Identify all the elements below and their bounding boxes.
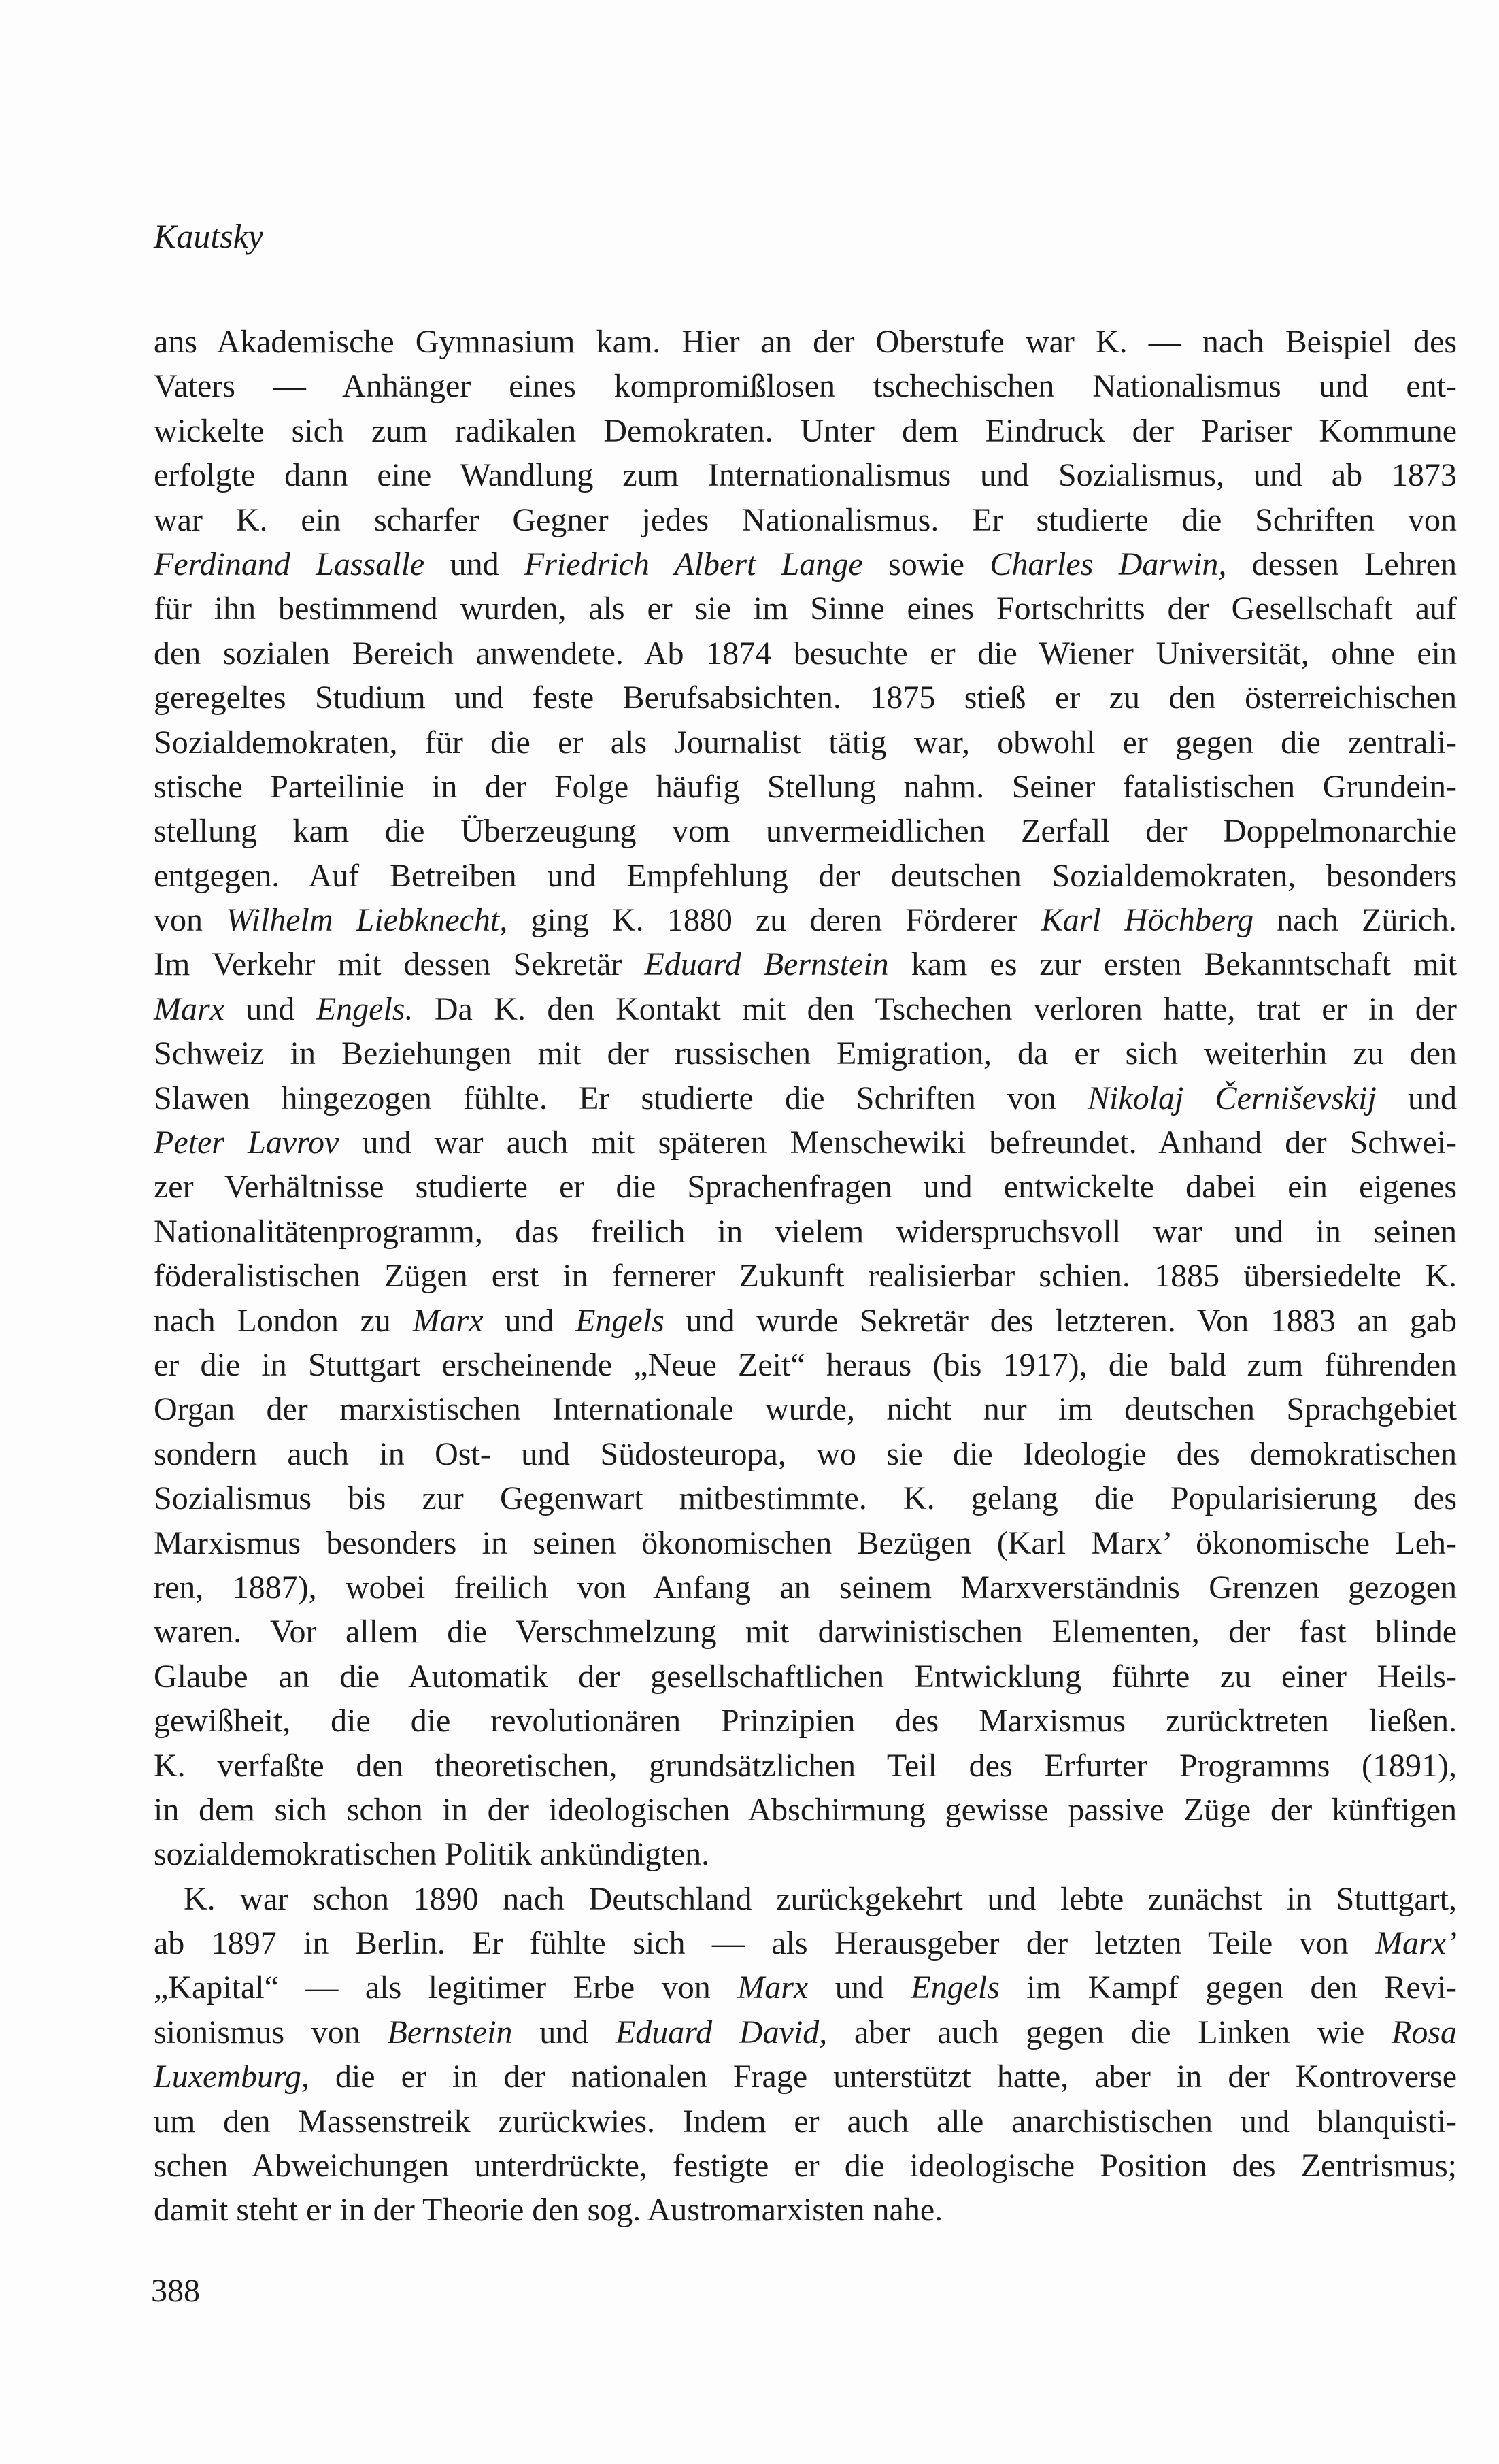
italic-name: Engels. [316,990,414,1027]
text-run: K. war schon 1890 nach Deutschland zurückgekehrt und lebte zunächst in Stuttgart, [184,1880,1457,1917]
text-run: gewißheit, die die revolutionären Prinzipien des Marxismus zurücktreten ließen. [154,1703,1457,1739]
italic-name: Friedrich Albert Lange [524,546,863,582]
text-run: K. verfaßte den theoretischen, grundsätzlichen Teil des Erfurter Programms (1891), [154,1747,1457,1784]
text-line [154,1921,1457,1965]
text-run: kam es zur ersten Bekanntschaft mit [888,946,1457,983]
italic-name: Marx [412,1302,484,1339]
text-run: sowie [862,546,990,582]
italic-name: Bernstein [387,2014,513,2050]
text-run: die er in der nationalen Frage unterstützt hatte, aber in der Kontroverse [309,2059,1457,2095]
text-run: von [154,902,226,939]
italic-name: Engels [575,1302,664,1339]
text-line [154,1387,1457,1431]
text-run: sionismus von [154,2014,388,2050]
italic-name: Karl Höchberg [1041,902,1254,939]
text-run: entgegen. Auf Betreiben und Empfehlung der deutschen Sozialdemokraten, besonders [154,857,1457,894]
text-run: sondern auch in Ost- und Südosteuropa, wo sie die Ideologie des demokratischen [154,1435,1457,1472]
text-line [154,542,1457,586]
text-run: schen Abweichungen unterdrückte, festigte er die ideologische Position des Zentrismus; [154,2148,1457,2184]
text-run: ging K. 1880 zu deren Förderer [507,902,1041,939]
italic-name: Peter Lavrov [154,1125,339,1161]
text-line [154,1210,1457,1254]
text-run: und war auch mit späteren Menschewiki befreundet. Anhand der Schwei- [339,1125,1457,1161]
text-run: damit steht er in der Theorie den sog. Austromarxisten nahe. [154,2192,943,2229]
text-line [154,1343,1457,1387]
text-line [154,453,1457,497]
text-line [154,2099,1457,2144]
text-run: um den Massenstreik zurückwies. Indem er auch alle anarchistischen und blanquisti- [154,2103,1457,2140]
text-line [154,720,1457,765]
text-run: dessen Lehren [1226,546,1457,582]
text-line [154,2054,1457,2099]
text-run: den sozialen Bereich anwendete. Ab 1874 besuchte er die Wiener Universität, ohne ein [154,635,1457,671]
italic-name: Engels [911,1969,1000,2006]
text-run: geregeltes Studium und feste Berufsabsichten. 1875 stieß er zu den österreichischen [154,680,1457,716]
text-line [154,987,1457,1031]
text-line [154,1699,1457,1743]
text-run: stellung kam die Überzeugung vom unvermeidlichen Zerfall der Doppelmonarchie [154,813,1457,850]
text-line [154,2010,1457,2054]
text-run: Vaters — Anhänger eines kompromißlosen tschechischen Nationalismus und ent- [154,368,1457,405]
text-line [154,2188,1457,2232]
text-line [154,1299,1457,1343]
text-run: erfolgte dann eine Wandlung zum Internationalismus und Sozialismus, und ab 1873 [154,457,1457,494]
text-line [154,364,1457,408]
text-run: in dem sich schon in der ideologischen Abschirmung gewisse passive Züge der künftigen [154,1791,1457,1828]
text-line [154,1165,1457,1209]
text-run: Da K. den Kontakt mit den Tschechen verloren hatte, trat er in der [413,990,1457,1027]
text-run: Schweiz in Beziehungen mit der russischen Emigration, da er sich weiterhin zu den [154,1035,1457,1072]
text-run: Glaube an die Automatik der gesellschaftlichen Entwicklung führte zu einer Heils- [154,1658,1457,1695]
text-run: und wurde Sekretär des letzteren. Von 1883 an gab [664,1302,1458,1339]
italic-name: Marx’ [1375,1925,1457,1962]
text-run: im Kampf gegen den Revi- [999,1969,1458,2006]
text-line [154,1076,1457,1120]
text-line [154,898,1457,942]
text-line [154,1120,1457,1165]
text-line [154,1521,1457,1565]
italic-name: Charles Darwin, [990,546,1227,582]
italic-name: Wilhelm Liebknecht, [226,902,508,939]
text-run: Marxismus besonders in seinen ökonomischen Bezügen (Karl Marx’ ökonomische Leh- [154,1525,1457,1561]
text-run: ab 1897 in Berlin. Er fühlte sich — als Herausgeber der letzten Teile von [154,1925,1376,1962]
text-run: Sozialismus bis zur Gegenwart mitbestimmte. K. gelang die Popularisierung des [154,1480,1457,1517]
text-run: sozialdemokratischen Politik ankündigten. [154,1836,710,1873]
text-run: föderalistischen Zügen erst in fernerer Zukunft realisierbar schien. 1885 übersiedelte K. [154,1258,1457,1295]
text-line [154,854,1457,898]
text-run: für ihn bestimmend wurden, als er sie im Sinne eines Fortschritts der Gesellschaft auf [154,590,1457,627]
italic-name: Marx [737,1969,809,2006]
text-run: nach London zu [154,1302,413,1339]
text-line [154,1877,1457,1921]
text-run: aber auch gegen die Linken wie [827,2014,1392,2050]
text-run: und [1376,1080,1458,1116]
text-line [154,1031,1457,1076]
text-line [154,631,1457,676]
text-line [154,1965,1457,2010]
text-line [154,1744,1457,1788]
italic-name: Rosa [1392,2014,1458,2050]
text-run: Im Verkehr mit dessen Sekretär [154,946,645,983]
text-run: nach Zürich. [1253,902,1458,939]
text-line [154,676,1457,720]
text-run: wickelte sich zum radikalen Demokraten. Unter dem Eindruck der Pariser Kommune [154,412,1457,449]
body-text [154,320,1457,2233]
text-run: und [424,546,524,582]
text-line [154,1788,1457,1832]
text-run: Sozialdemokraten, für die er als Journalist tätig war, obwohl er gegen die zentrali- [154,724,1457,761]
text-line [154,498,1457,542]
text-line [154,1565,1457,1610]
text-run: und [512,2014,616,2050]
italic-name: Eduard Bernstein [644,946,889,983]
text-line [154,1476,1457,1520]
text-run: ans Akademische Gymnasium kam. Hier an der Oberstufe war K. — nach Beispiel des [154,324,1457,360]
text-run: Organ der marxistischen Internationale wurde, nicht nur im deutschen Sprachgebiet [154,1391,1457,1428]
text-line [154,809,1457,853]
text-run: er die in Stuttgart erscheinende „Neue Zeit“ heraus (bis 1917), die bald zum führenden [154,1346,1457,1383]
text-run: ren, 1887), wobei freilich von Anfang an seinem Marxverständnis Grenzen gezogen [154,1569,1457,1605]
text-run: und [224,990,316,1027]
text-run: Nationalitätenprogramm, das freilich in vielem widerspruchsvoll war und in seinen [154,1213,1457,1250]
text-run: Slawen hingezogen fühlte. Er studierte die Schriften von [154,1080,1088,1116]
text-line [154,942,1457,986]
running-header: Kautsky [154,217,264,255]
italic-name: Marx [154,990,224,1027]
text-line [154,1254,1457,1298]
text-line [154,1654,1457,1699]
text-line [154,2144,1457,2188]
text-run: und [483,1302,576,1339]
text-line [154,586,1457,631]
text-run: waren. Vor allem die Verschmelzung mit darwinistischen Elementen, der fast blinde [154,1614,1457,1650]
text-line [154,320,1457,364]
text-run: „Kapital“ — als legitimer Erbe von [154,1969,738,2006]
text-run: stische Parteilinie in der Folge häufig Stellung nahm. Seiner fatalistischen Grundein- [154,768,1457,805]
italic-name: Eduard David, [615,2014,828,2050]
italic-name: Ferdinand Lassalle [154,546,425,582]
text-run: und [808,1969,911,2006]
italic-name: Nikolaj Černiševskij [1088,1080,1377,1116]
italic-name: Luxemburg, [154,2059,309,2095]
text-line [154,765,1457,809]
text-line [154,1610,1457,1654]
text-run: war K. ein scharfer Gegner jedes Nationalismus. Er studierte die Schriften von [154,501,1457,538]
text-line [154,1832,1457,1876]
text-line [154,409,1457,453]
page-number: 388 [151,2273,200,2309]
text-line [154,1432,1457,1476]
text-run: zer Verhältnisse studierte er die Sprachenfragen und entwickelte dabei ein eigenes [154,1169,1457,1205]
